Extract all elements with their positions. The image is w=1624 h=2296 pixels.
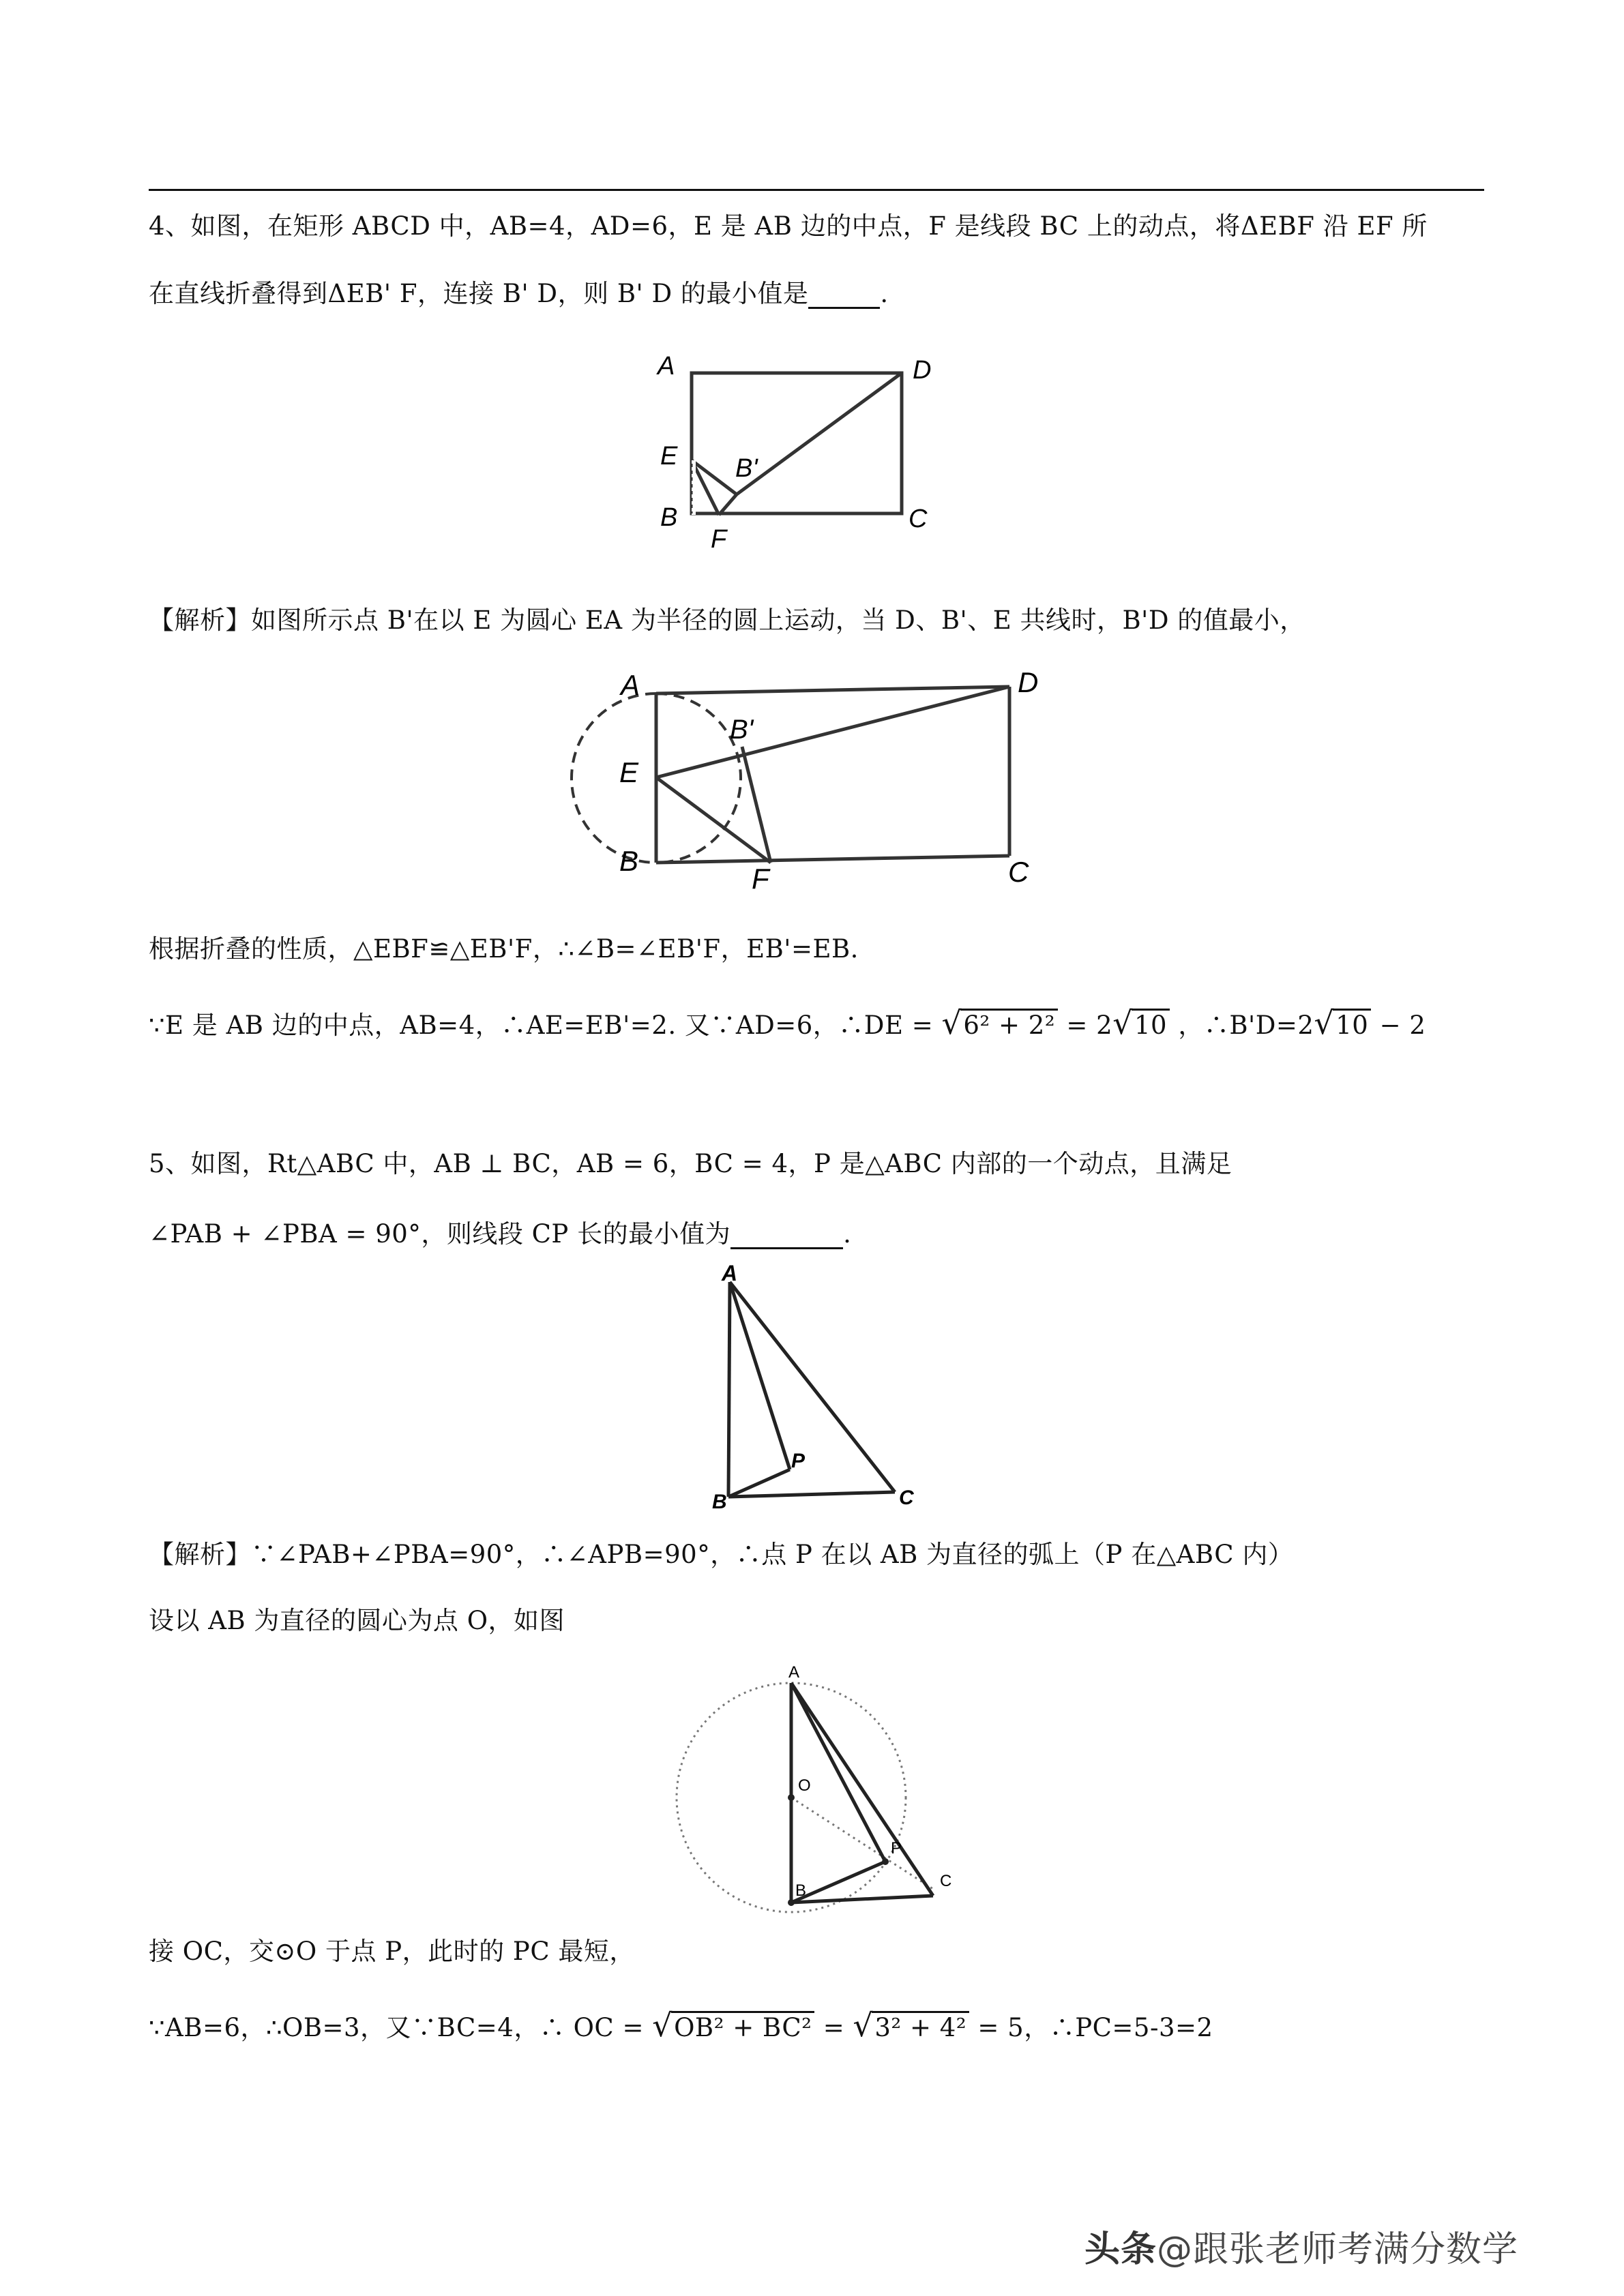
fig1-label-a: A bbox=[658, 352, 675, 381]
fig3-label-p: P bbox=[791, 1450, 806, 1472]
fig1-label-b: B bbox=[660, 503, 678, 532]
fig2-label-a: A bbox=[621, 669, 640, 701]
watermark bbox=[1084, 2220, 1518, 2271]
problem5-solution-line3: 接 OC，交⊙O 于点 P，此时的 PC 最短， bbox=[149, 1937, 635, 1966]
fig3-label-a: A bbox=[722, 1261, 738, 1285]
fig1-label-f: F bbox=[711, 525, 727, 554]
fig1-label-bprime: B' bbox=[735, 454, 758, 483]
problem4-line2 bbox=[149, 277, 889, 309]
fig4-label-b: B bbox=[795, 1881, 807, 1900]
figure-rectangle-fold bbox=[648, 351, 975, 556]
fig4-label-c: C bbox=[940, 1872, 952, 1890]
sol4-result: = 5 bbox=[977, 2013, 1024, 2042]
figure-right-triangle bbox=[689, 1261, 948, 1514]
sqrt-sign: √ bbox=[853, 2007, 874, 2044]
fig2-label-bprime: B' bbox=[730, 715, 754, 745]
fig2-label-e: E bbox=[619, 756, 639, 788]
problem5-solution-line1: 【解析】∵∠PAB+∠PBA=90°，∴∠APB=90°，∴点 P 在以 AB 为直径的弧上（P 在△ABC 内） bbox=[149, 1540, 1294, 1569]
sol3-radicand2: 10 bbox=[1132, 1009, 1170, 1041]
fig2-label-c: C bbox=[1008, 856, 1029, 888]
problem5-line1: 5、如图，Rt△ABC 中，AB ⊥ BC，AB = 6，BC = 4，P 是△ABC 内部的一个动点，且满足 bbox=[149, 1149, 1232, 1178]
sqrt-sign: √ bbox=[1112, 1004, 1133, 1041]
sol3-radicand1: 6² + 2² bbox=[960, 1009, 1058, 1041]
sol3-text: ∵E 是 AB 边的中点，AB=4，∴AE=EB'=2. 又∵AD=6，∴DE bbox=[149, 1011, 904, 1040]
watermark-handle: @跟张老师考满分数学 bbox=[1157, 2229, 1519, 2270]
fig2-label-d: D bbox=[1018, 666, 1039, 698]
sol3-radicand3: 10 bbox=[1333, 1009, 1371, 1041]
sol3-eq2: = 2 bbox=[1066, 1011, 1113, 1040]
sol4-post: ，∴PC=5-3=2 bbox=[1024, 2013, 1213, 2042]
sol4-radicand1: OB² + BC² bbox=[671, 2011, 814, 2043]
problem4-solution-line3 bbox=[149, 1004, 1426, 1041]
figure-rectangle-circle bbox=[566, 665, 1057, 895]
problem4-line2-end: . bbox=[880, 279, 889, 308]
problem4-line1: 4、如图，在矩形 ABCD 中，AB=4，AD=6，E 是 AB 边的中点，F 是线段 BC 上的动点，将ΔEBF 沿 EF 所 bbox=[149, 211, 1428, 241]
sol3-eq1: = bbox=[911, 1011, 934, 1040]
sqrt-sign: √ bbox=[941, 1004, 962, 1041]
fig4-label-o: O bbox=[798, 1776, 811, 1795]
problem5-line2-end: . bbox=[843, 1219, 852, 1249]
fig3-label-b: B bbox=[712, 1491, 727, 1513]
top-rule bbox=[149, 189, 1484, 191]
problem5-solution-line2: 设以 AB 为直径的圆心为点 O，如图 bbox=[149, 1606, 565, 1635]
sol3-mid: ，∴B'D=2 bbox=[1178, 1011, 1314, 1040]
sol4-text: ∵AB=6，∴OB=3，又∵BC=4，∴ OC = bbox=[149, 2013, 644, 2042]
fig4-label-p: P bbox=[891, 1839, 902, 1858]
sol4-radicand2: 3² + 4² bbox=[872, 2011, 969, 2043]
sqrt-sign: √ bbox=[1314, 1004, 1335, 1041]
problem5-solution-line4 bbox=[149, 2007, 1213, 2044]
problem4-solution-line2: 根据折叠的性质，△EBF≌△EB'F，∴∠B=∠EB'F，EB'=EB. bbox=[149, 934, 859, 964]
fig4-label-a: A bbox=[788, 1663, 800, 1682]
problem5-line2 bbox=[149, 1217, 851, 1249]
fig3-label-c: C bbox=[899, 1487, 914, 1509]
answer-blank bbox=[730, 1217, 843, 1249]
watermark-brand: 头条 bbox=[1084, 2229, 1157, 2270]
fig1-label-e: E bbox=[660, 442, 678, 471]
figure-circle-triangle bbox=[675, 1664, 962, 1923]
sol4-eq: = bbox=[823, 2013, 845, 2042]
fig2-label-f: F bbox=[752, 863, 769, 895]
fig2-label-b: B bbox=[619, 845, 639, 877]
problem4-solution-line1: 【解析】如图所示点 B'在以 E 为圆心 EA 为半径的圆上运动，当 D、B'、E 共线时，B'D 的值最小， bbox=[149, 606, 1305, 635]
problem4-line2-text: 在直线折叠得到ΔEB' F，连接 B' D，则 B' D 的最小值是 bbox=[149, 279, 809, 308]
answer-blank bbox=[808, 277, 880, 309]
fig1-label-c: C bbox=[909, 505, 928, 533]
fig1-label-d: D bbox=[913, 356, 932, 385]
sol3-post: − 2 bbox=[1379, 1011, 1426, 1040]
problem5-line2-text: ∠PAB + ∠PBA = 90°，则线段 CP 长的最小值为 bbox=[149, 1219, 731, 1249]
sqrt-sign: √ bbox=[652, 2007, 673, 2044]
